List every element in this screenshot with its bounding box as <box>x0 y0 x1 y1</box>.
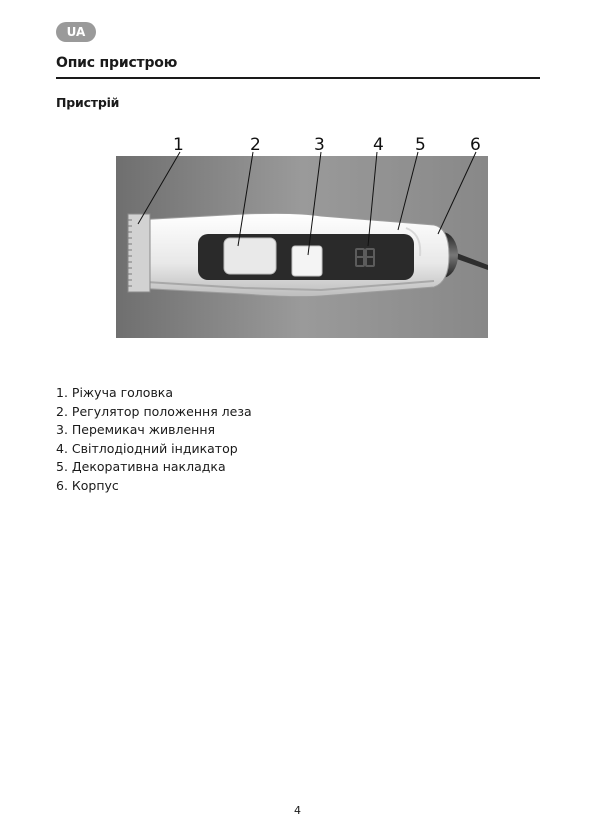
callout-6: 6 <box>470 135 481 155</box>
blade-lever <box>224 238 276 274</box>
section-title: Опис пристрою <box>56 55 178 71</box>
callout-3: 3 <box>314 135 325 155</box>
subsection-title: Пристрій <box>56 95 120 110</box>
list-item: 5. Декоративна накладка <box>56 459 226 475</box>
section-divider <box>56 77 540 79</box>
device-figure <box>116 130 488 340</box>
power-switch <box>292 246 322 276</box>
parts-list <box>56 384 252 496</box>
language-badge: UA <box>56 22 96 42</box>
list-item: 1. Ріжуча головка <box>56 385 174 400</box>
list-item: 4. Світлодіодний індикатор <box>56 440 238 456</box>
list-item: 2. Регулятор положення леза <box>56 403 252 419</box>
list-item: 3. Перемикач живлення <box>56 422 216 438</box>
list-item: 6. Корпус <box>56 477 119 493</box>
callout-2: 2 <box>250 135 261 155</box>
page-number: 4 <box>294 804 301 817</box>
callout-1: 1 <box>173 135 184 155</box>
callout-4: 4 <box>373 135 384 155</box>
callout-5: 5 <box>415 135 426 155</box>
